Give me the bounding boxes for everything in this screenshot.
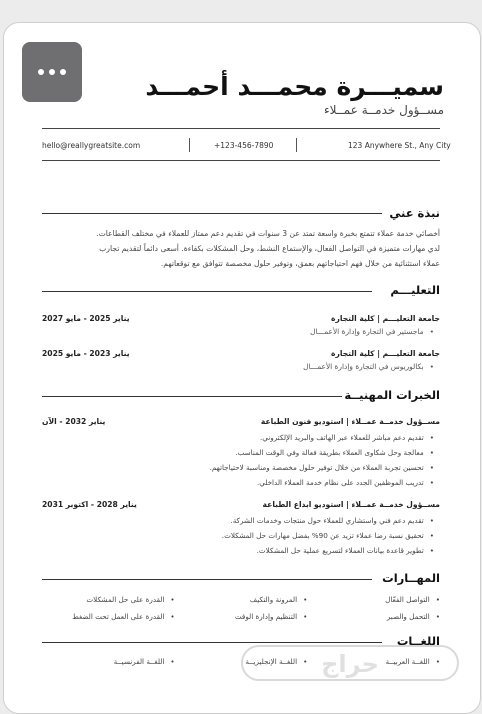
haraj-watermark-logo xyxy=(240,640,460,685)
education-date: يناير 2023 - مايو 2025 xyxy=(42,349,130,358)
experience-title: الخبرات المهنيــة xyxy=(344,388,440,402)
more-icon-dot xyxy=(49,69,55,75)
about-line-2: لدي مهارات متميزة في التواصل الفعال، والإستماع النشط، وحل المشكلات بكفاءة. أسعى دائماً لتقديم تجارب xyxy=(99,244,440,253)
resume-name: سميـــرة محمـــد أحمـــد xyxy=(145,72,444,101)
education-title: التعليـــم xyxy=(390,283,440,297)
education-date: يناير 2025 - مايو 2027 xyxy=(42,314,130,323)
skill-item: • التحمل والصبر xyxy=(307,612,440,621)
language-item: • اللغــة الفرنسيــة xyxy=(42,657,175,666)
job-duty: • تطوير قاعدة بيانات العملاء لتسريع عملية حل المشكلات. xyxy=(222,543,434,558)
about-line-1: أخصائي خدمة عملاء تتمتع بخبرة واسعة تمتد عن 3 سنوات في تقديم دعم ممتاز للعملاء في مختلف القطاعات. xyxy=(96,229,440,238)
education-institution: جامعة التعليـــم | كلية التجارة xyxy=(330,314,440,323)
language-item: • اللغــة العربيــة xyxy=(307,657,440,666)
watermark-text: حراج xyxy=(321,650,379,678)
skills-line xyxy=(42,579,372,580)
contact-email: hello@reallygreatsite.com xyxy=(42,141,141,150)
job-date: يناير 2028 - اكتوبر 2031 xyxy=(42,500,137,509)
about-title: نبذة عني xyxy=(389,206,440,220)
education-degree: • بكالوريوس في التجارة وإدارة الأعمـــال xyxy=(303,362,434,371)
job-duty: • تحسين تجربة العملاء من خلال توفير حلول مخصصة ومناسبة لاحتياجاتهم. xyxy=(210,460,434,475)
about-line-3: عملاء استثنائية من خلال فهم احتياجاتهم بعمق، وتوفير حلول مخصصة تتوافق مع توقعاتهم. xyxy=(160,259,440,268)
resume-role: مســؤول خدمــة عمــلاء xyxy=(323,103,444,117)
experience-line xyxy=(42,396,342,397)
skill-item: • التنظيم وإدارة الوقت xyxy=(175,612,308,621)
skills-list xyxy=(42,595,440,621)
contact-address: 123 Anywhere St., Any City xyxy=(348,141,451,150)
contact-phone: +123-456-7890 xyxy=(214,141,274,150)
header-divider xyxy=(42,128,440,129)
job-duties xyxy=(210,430,434,490)
education-degree: • ماجستير في التجارة وإدارة الأعمـــال xyxy=(310,327,434,336)
contact-separator xyxy=(296,138,297,152)
job-title: مســؤول خدمــة عمــلاء | استوديو ابداع الطباعة xyxy=(262,500,440,509)
job-title: مســؤول خدمــة عمــلاء | استوديو فنون الطباعة xyxy=(260,417,440,426)
more-options-button[interactable] xyxy=(22,42,82,102)
skill-item: • التواصل الفعّال xyxy=(307,595,440,604)
languages-title: اللغــات xyxy=(396,634,440,648)
language-item: • اللغــة الإنجليزيــة xyxy=(175,657,308,666)
skills-title: المهــارات xyxy=(382,571,440,585)
job-duty: • معالجة وحل شكاوى العملاء بطريقة فعالة وفي الوقت المناسب. xyxy=(210,445,434,460)
skill-item: • القدرة على العمل تحت الضغط xyxy=(42,612,175,621)
skill-item: • القدرة على حل المشكلات xyxy=(42,595,175,604)
job-duties xyxy=(222,513,434,558)
about-line xyxy=(42,213,382,214)
education-line xyxy=(42,291,372,292)
about-text xyxy=(40,226,440,271)
skill-item: • المرونة والتكيف xyxy=(175,595,308,604)
more-icon-dot xyxy=(60,69,66,75)
job-duty: • تدريب الموظفين الجدد على نظام خدمة العملاء الداخلي. xyxy=(210,475,434,490)
contact-divider xyxy=(42,160,440,161)
job-duty: • تحقيق نسبة رضا عملاء تزيد عن 90% بفضل مهارات حل المشكلات. xyxy=(222,528,434,543)
more-icon-dot xyxy=(38,69,44,75)
job-duty: • تقديم دعم مباشر للعملاء عبر الهاتف والبريد الإلكتروني. xyxy=(210,430,434,445)
job-duty: • تقديم دعم فني واستشاري للعملاء حول منتجات وخدمات الشركة. xyxy=(222,513,434,528)
education-institution: جامعة التعليـــم | كلية التجارة xyxy=(330,349,440,358)
job-date: يناير 2032 - الآن xyxy=(42,417,106,426)
contact-separator xyxy=(189,138,190,152)
